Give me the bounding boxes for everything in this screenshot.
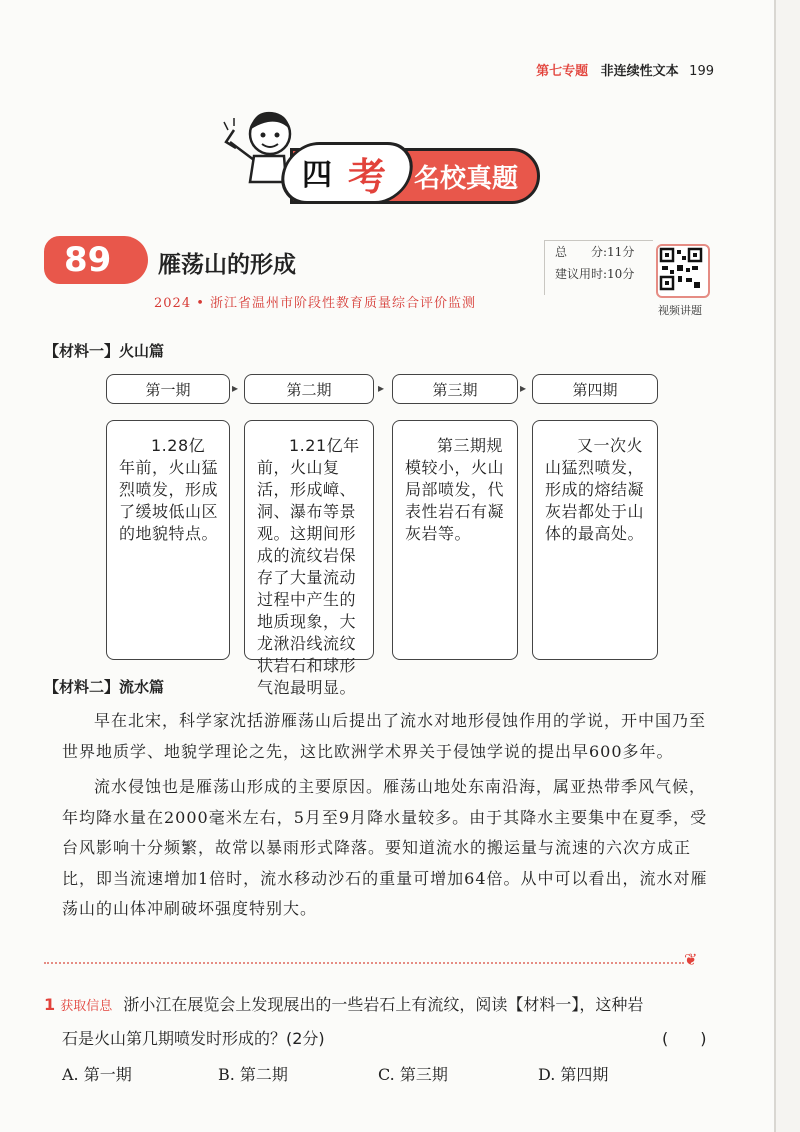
qr-pattern-icon xyxy=(658,246,704,292)
option-a[interactable]: A. 第一期 xyxy=(62,1065,132,1084)
option-b[interactable]: B. 第二期 xyxy=(218,1065,288,1084)
problem-number: 89 xyxy=(64,240,112,280)
material2-paragraph-1: 早在北宋，科学家沈括游雁荡山后提出了流水对地形侵蚀作用的学说，开中国乃至世界地质学、地貌学理论之先，这比欧洲学术界关于侵蚀学说的提出早600多年。 xyxy=(62,711,707,761)
leaf-icon: ❦ xyxy=(684,950,698,969)
question-text-line1: 浙小江在展览会上发现展出的一些岩石上有流纹，阅读【材料一】，这种岩 xyxy=(123,995,644,1014)
problem-number-badge xyxy=(44,236,148,284)
page-number: 199 xyxy=(689,64,714,79)
qr-code-icon[interactable] xyxy=(656,244,710,298)
banner-text-c: 名校真题 xyxy=(414,164,519,194)
option-c[interactable]: C. 第三期 xyxy=(378,1065,448,1084)
question-1 xyxy=(44,992,643,1015)
stage-box-4: 第四期 xyxy=(532,374,658,404)
stage-box-1: 第一期 xyxy=(106,374,230,404)
header-topic: 非连续性文本 xyxy=(600,64,679,79)
banner-text-b: 考 xyxy=(348,155,387,199)
stage-card-2 xyxy=(244,420,374,697)
material2-heading: 【材料二】流水篇 xyxy=(44,678,165,696)
stage-card-text: 又一次火山猛烈喷发，形成的熔结凝灰岩都处于山体的最高处。 xyxy=(545,436,645,543)
banner-text-a: 四 xyxy=(302,158,332,193)
stage-card-text: 1.21亿年前，火山复活，形成嶂、洞、瀑布等景观。这期间形成的流纹岩保存了大量流动过程中产生的地质现象，大龙湫沿线流纹状岩石和球形气泡最明显。 xyxy=(257,436,360,697)
stage-card-text: 1.28亿年前，火山猛烈喷发，形成了缓坡低山区的地貌特点。 xyxy=(119,436,219,543)
stage-card-4 xyxy=(532,420,658,660)
stage-card-3 xyxy=(392,420,518,660)
arrow-right-icon: ▸ xyxy=(520,381,527,395)
problem-title: 雁荡山的形成 xyxy=(158,252,296,278)
problem-source: 2024 • 浙江省温州市阶段性教育质量综合评价监测 xyxy=(154,296,477,311)
stage-card-text: 第三期规模较小，火山局部喷发，代表性岩石有凝灰岩等。 xyxy=(405,436,505,543)
banner-white-tab xyxy=(275,142,418,204)
option-d[interactable]: D. 第四期 xyxy=(538,1065,609,1084)
qr-caption: 视频讲题 xyxy=(658,304,702,317)
stage-card-1 xyxy=(106,420,230,660)
header-section: 第七专题 xyxy=(536,64,589,79)
question-text-line2: 石是火山第几期喷发时形成的？(2分) xyxy=(62,1029,325,1048)
question-tag: 获取信息 xyxy=(60,999,113,1014)
time-line: 建议用时:10分 xyxy=(555,267,635,281)
score-box xyxy=(544,240,653,295)
arrow-right-icon: ▸ xyxy=(378,381,385,395)
material2-paragraph-2: 流水侵蚀也是雁荡山形成的主要原因。雁荡山地处东南沿海，属亚热带季风气候，年均降水量在2000毫米左右，5月至9月降水量较多。由于其降水主要集中在夏季，受台风影响十分频繁，故常以暴雨形式降落。要知道流水的搬运量与流速的六次方成正比，即当流速增加1倍时，流水移动沙石的重量可增加64倍。从中可以看出，流水对雁荡山的山体冲刷破坏强度特别大。 xyxy=(62,777,708,918)
stage-box-2: 第二期 xyxy=(244,374,374,404)
page-header xyxy=(536,60,714,79)
banner xyxy=(220,102,540,214)
answer-blank[interactable]: ( ) xyxy=(662,1029,707,1048)
stage-box-3: 第三期 xyxy=(392,374,518,404)
material1-heading: 【材料一】火山篇 xyxy=(44,342,165,360)
question-number: 1 xyxy=(44,995,56,1014)
arrow-right-icon: ▸ xyxy=(232,381,239,395)
section-divider xyxy=(44,962,684,964)
score-line: 总 分:11分 xyxy=(555,245,635,259)
